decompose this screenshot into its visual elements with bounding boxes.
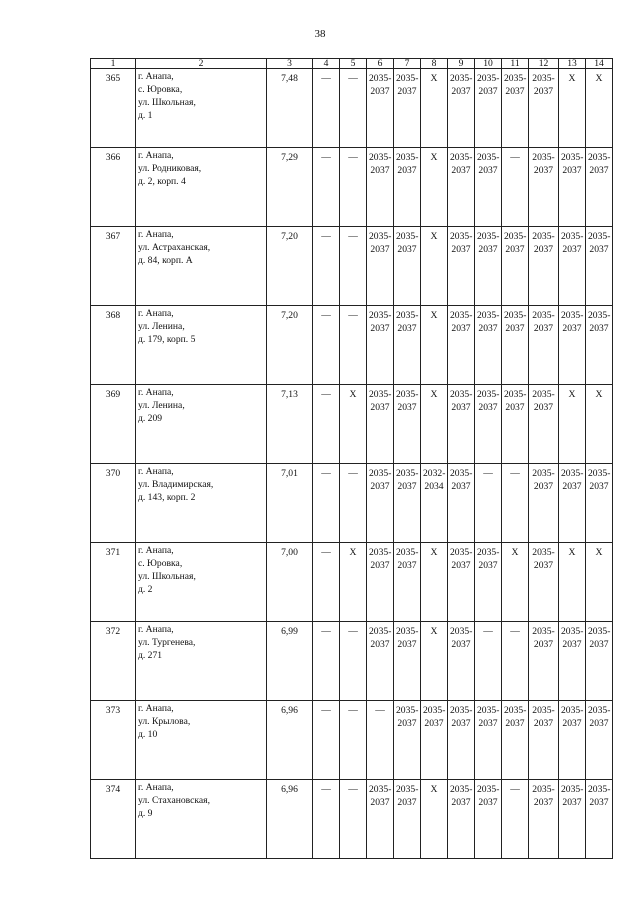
register-table bbox=[90, 58, 613, 859]
work-period-cell: 2035-2037 bbox=[529, 69, 559, 148]
work-period-cell: X bbox=[586, 385, 613, 464]
work-period-cell: X bbox=[421, 385, 448, 464]
address-line: ул. Ленина, bbox=[138, 400, 185, 411]
work-period-cell: 2035-2037 bbox=[475, 148, 502, 227]
work-period-cell: 2032-2034 bbox=[421, 464, 448, 543]
work-period-cell: 2035-2037 bbox=[559, 148, 586, 227]
work-period-cell: 2035-2037 bbox=[559, 701, 586, 780]
work-period-cell: — bbox=[340, 69, 367, 148]
work-period-cell: 2035-2037 bbox=[475, 701, 502, 780]
work-period-cell: 2035-2037 bbox=[475, 385, 502, 464]
header-cell: 7 bbox=[394, 59, 421, 69]
table-row bbox=[91, 385, 613, 464]
address-line: с. Юровка, bbox=[138, 84, 183, 95]
address-line: г. Анапа, bbox=[138, 624, 174, 635]
header-cell: 8 bbox=[421, 59, 448, 69]
work-period-cell: — bbox=[502, 148, 529, 227]
address-line: ул. Ленина, bbox=[138, 321, 185, 332]
work-period-cell: 2035-2037 bbox=[559, 306, 586, 385]
header-cell: 12 bbox=[529, 59, 559, 69]
work-period-cell: X bbox=[421, 780, 448, 859]
row-number-cell: 371 bbox=[91, 543, 136, 622]
work-period-cell: — bbox=[502, 780, 529, 859]
address-cell bbox=[136, 622, 267, 701]
work-period-cell: 2035-2037 bbox=[448, 622, 475, 701]
header-cell: 9 bbox=[448, 59, 475, 69]
work-period-cell: X bbox=[559, 385, 586, 464]
work-period-cell: 2035-2037 bbox=[529, 148, 559, 227]
address-line: д. 9 bbox=[138, 808, 153, 819]
work-period-cell: — bbox=[340, 227, 367, 306]
work-period-cell: 2035-2037 bbox=[502, 306, 529, 385]
address-line: д. 179, корп. 5 bbox=[138, 334, 196, 345]
work-period-cell: 2035-2037 bbox=[367, 385, 394, 464]
work-period-cell: 2035-2037 bbox=[529, 543, 559, 622]
work-period-cell: — bbox=[340, 148, 367, 227]
work-period-cell: — bbox=[340, 464, 367, 543]
work-period-cell: 2035-2037 bbox=[448, 385, 475, 464]
work-period-cell: 2035-2037 bbox=[367, 780, 394, 859]
work-period-cell: 2035-2037 bbox=[394, 464, 421, 543]
work-period-cell: — bbox=[340, 701, 367, 780]
area-cell: 7,48 bbox=[267, 69, 313, 148]
table-row bbox=[91, 622, 613, 701]
work-period-cell: — bbox=[367, 701, 394, 780]
work-period-cell: X bbox=[421, 227, 448, 306]
address-cell bbox=[136, 543, 267, 622]
work-period-cell: 2035-2037 bbox=[502, 701, 529, 780]
work-period-cell: 2035-2037 bbox=[394, 543, 421, 622]
address-cell bbox=[136, 385, 267, 464]
area-cell: 7,00 bbox=[267, 543, 313, 622]
work-period-cell: 2035-2037 bbox=[394, 780, 421, 859]
work-period-cell: 2035-2037 bbox=[559, 622, 586, 701]
address-line: д. 143, корп. 2 bbox=[138, 492, 196, 503]
area-cell: 6,99 bbox=[267, 622, 313, 701]
area-cell: 7,13 bbox=[267, 385, 313, 464]
address-cell bbox=[136, 227, 267, 306]
header-cell: 3 bbox=[267, 59, 313, 69]
work-period-cell: 2035-2037 bbox=[394, 385, 421, 464]
work-period-cell: — bbox=[340, 780, 367, 859]
work-period-cell: 2035-2037 bbox=[394, 701, 421, 780]
row-number-cell: 374 bbox=[91, 780, 136, 859]
address-line: ул. Школьная, bbox=[138, 97, 196, 108]
work-period-cell: X bbox=[421, 306, 448, 385]
table-row bbox=[91, 227, 613, 306]
work-period-cell: 2035-2037 bbox=[394, 69, 421, 148]
address-line: д. 2, корп. 4 bbox=[138, 176, 186, 187]
header-cell: 4 bbox=[313, 59, 340, 69]
work-period-cell: 2035-2037 bbox=[367, 227, 394, 306]
work-period-cell: — bbox=[313, 701, 340, 780]
table-row bbox=[91, 464, 613, 543]
table-row bbox=[91, 69, 613, 148]
address-line: ул. Тургенева, bbox=[138, 637, 196, 648]
row-number-cell: 372 bbox=[91, 622, 136, 701]
work-period-cell: 2035-2037 bbox=[367, 622, 394, 701]
work-period-cell: 2035-2037 bbox=[394, 622, 421, 701]
address-cell bbox=[136, 306, 267, 385]
work-period-cell: 2035-2037 bbox=[448, 148, 475, 227]
address-cell bbox=[136, 148, 267, 227]
work-period-cell: X bbox=[421, 622, 448, 701]
work-period-cell: 2035-2037 bbox=[502, 227, 529, 306]
row-number-cell: 370 bbox=[91, 464, 136, 543]
work-period-cell: — bbox=[313, 622, 340, 701]
work-period-cell: 2035-2037 bbox=[586, 148, 613, 227]
work-period-cell: — bbox=[313, 543, 340, 622]
address-line: д. 209 bbox=[138, 413, 163, 424]
work-period-cell: — bbox=[313, 306, 340, 385]
header-cell: 10 bbox=[475, 59, 502, 69]
work-period-cell: X bbox=[586, 69, 613, 148]
work-period-cell: X bbox=[559, 69, 586, 148]
table-row bbox=[91, 780, 613, 859]
work-period-cell: 2035-2037 bbox=[529, 306, 559, 385]
work-period-cell: — bbox=[313, 385, 340, 464]
address-line: г. Анапа, bbox=[138, 545, 174, 556]
work-period-cell: 2035-2037 bbox=[394, 148, 421, 227]
address-line: д. 2 bbox=[138, 584, 153, 595]
work-period-cell: 2035-2037 bbox=[448, 780, 475, 859]
header-cell: 1 bbox=[91, 59, 136, 69]
address-line: ул. Астраханская, bbox=[138, 242, 211, 253]
work-period-cell: 2035-2037 bbox=[502, 69, 529, 148]
page-number: 38 bbox=[314, 28, 326, 40]
work-period-cell: 2035-2037 bbox=[529, 701, 559, 780]
header-cell: 13 bbox=[559, 59, 586, 69]
work-period-cell: — bbox=[340, 622, 367, 701]
work-period-cell: 2035-2037 bbox=[529, 622, 559, 701]
work-period-cell: 2035-2037 bbox=[529, 227, 559, 306]
row-number-cell: 365 bbox=[91, 69, 136, 148]
address-line: д. 10 bbox=[138, 729, 158, 740]
work-period-cell: 2035-2037 bbox=[367, 306, 394, 385]
work-period-cell: 2035-2037 bbox=[421, 701, 448, 780]
work-period-cell: 2035-2037 bbox=[586, 701, 613, 780]
work-period-cell: X bbox=[421, 543, 448, 622]
work-period-cell: — bbox=[340, 306, 367, 385]
work-period-cell: 2035-2037 bbox=[448, 701, 475, 780]
work-period-cell: 2035-2037 bbox=[529, 780, 559, 859]
work-period-cell: — bbox=[475, 464, 502, 543]
table-row bbox=[91, 543, 613, 622]
address-cell bbox=[136, 701, 267, 780]
work-period-cell: 2035-2037 bbox=[586, 227, 613, 306]
work-period-cell: 2035-2037 bbox=[529, 464, 559, 543]
work-period-cell: 2035-2037 bbox=[586, 780, 613, 859]
work-period-cell: — bbox=[475, 622, 502, 701]
header-cell: 11 bbox=[502, 59, 529, 69]
address-line: г. Анапа, bbox=[138, 703, 174, 714]
address-line: г. Анапа, bbox=[138, 387, 174, 398]
address-line: ул. Владимирская, bbox=[138, 479, 214, 490]
work-period-cell: 2035-2037 bbox=[586, 306, 613, 385]
row-number-cell: 366 bbox=[91, 148, 136, 227]
work-period-cell: — bbox=[313, 780, 340, 859]
work-period-cell: X bbox=[421, 69, 448, 148]
address-line: с. Юровка, bbox=[138, 558, 183, 569]
work-period-cell: 2035-2037 bbox=[367, 464, 394, 543]
work-period-cell: 2035-2037 bbox=[448, 69, 475, 148]
work-period-cell: 2035-2037 bbox=[475, 543, 502, 622]
area-cell: 7,20 bbox=[267, 227, 313, 306]
address-cell bbox=[136, 69, 267, 148]
work-period-cell: 2035-2037 bbox=[367, 148, 394, 227]
work-period-cell: X bbox=[586, 543, 613, 622]
address-line: г. Анапа, bbox=[138, 71, 174, 82]
area-cell: 7,01 bbox=[267, 464, 313, 543]
work-period-cell: — bbox=[313, 148, 340, 227]
header-cell: 6 bbox=[367, 59, 394, 69]
work-period-cell: X bbox=[502, 543, 529, 622]
work-period-cell: 2035-2037 bbox=[394, 306, 421, 385]
work-period-cell: 2035-2037 bbox=[529, 385, 559, 464]
work-period-cell: — bbox=[502, 464, 529, 543]
work-period-cell: 2035-2037 bbox=[559, 464, 586, 543]
address-line: ул. Родниковая, bbox=[138, 163, 202, 174]
header-cell: 2 bbox=[136, 59, 267, 69]
work-period-cell: 2035-2037 bbox=[475, 69, 502, 148]
work-period-cell: 2035-2037 bbox=[586, 464, 613, 543]
work-period-cell: 2035-2037 bbox=[367, 543, 394, 622]
address-line: ул. Школьная, bbox=[138, 571, 196, 582]
work-period-cell: 2035-2037 bbox=[475, 780, 502, 859]
area-cell: 6,96 bbox=[267, 701, 313, 780]
table-body bbox=[91, 59, 613, 859]
address-line: г. Анапа, bbox=[138, 782, 174, 793]
area-cell: 6,96 bbox=[267, 780, 313, 859]
address-line: ул. Крылова, bbox=[138, 716, 191, 727]
work-period-cell: X bbox=[340, 543, 367, 622]
address-line: г. Анапа, bbox=[138, 229, 174, 240]
work-period-cell: 2035-2037 bbox=[448, 306, 475, 385]
header-row bbox=[91, 59, 613, 69]
work-period-cell: 2035-2037 bbox=[448, 227, 475, 306]
row-number-cell: 369 bbox=[91, 385, 136, 464]
work-period-cell: — bbox=[502, 622, 529, 701]
work-period-cell: X bbox=[340, 385, 367, 464]
table-row bbox=[91, 701, 613, 780]
area-cell: 7,20 bbox=[267, 306, 313, 385]
address-line: г. Анапа, bbox=[138, 466, 174, 477]
work-period-cell: — bbox=[313, 227, 340, 306]
work-period-cell: — bbox=[313, 69, 340, 148]
address-line: д. 84, корп. А bbox=[138, 255, 193, 266]
work-period-cell: 2035-2037 bbox=[559, 227, 586, 306]
row-number-cell: 368 bbox=[91, 306, 136, 385]
address-line: г. Анапа, bbox=[138, 150, 174, 161]
row-number-cell: 367 bbox=[91, 227, 136, 306]
address-line: г. Анапа, bbox=[138, 308, 174, 319]
work-period-cell: 2035-2037 bbox=[586, 622, 613, 701]
work-period-cell: 2035-2037 bbox=[502, 385, 529, 464]
address-line: д. 1 bbox=[138, 110, 153, 121]
work-period-cell: 2035-2037 bbox=[475, 227, 502, 306]
address-line: ул. Стахановская, bbox=[138, 795, 210, 806]
work-period-cell: 2035-2037 bbox=[394, 227, 421, 306]
row-number-cell: 373 bbox=[91, 701, 136, 780]
header-cell: 14 bbox=[586, 59, 613, 69]
work-period-cell: 2035-2037 bbox=[367, 69, 394, 148]
work-period-cell: 2035-2037 bbox=[475, 306, 502, 385]
address-cell bbox=[136, 464, 267, 543]
address-line: д. 271 bbox=[138, 650, 163, 661]
address-cell bbox=[136, 780, 267, 859]
work-period-cell: — bbox=[313, 464, 340, 543]
area-cell: 7,29 bbox=[267, 148, 313, 227]
table-row bbox=[91, 306, 613, 385]
header-cell: 5 bbox=[340, 59, 367, 69]
work-period-cell: 2035-2037 bbox=[448, 543, 475, 622]
work-period-cell: X bbox=[421, 148, 448, 227]
table-row bbox=[91, 148, 613, 227]
work-period-cell: X bbox=[559, 543, 586, 622]
work-period-cell: 2035-2037 bbox=[448, 464, 475, 543]
work-period-cell: 2035-2037 bbox=[559, 780, 586, 859]
